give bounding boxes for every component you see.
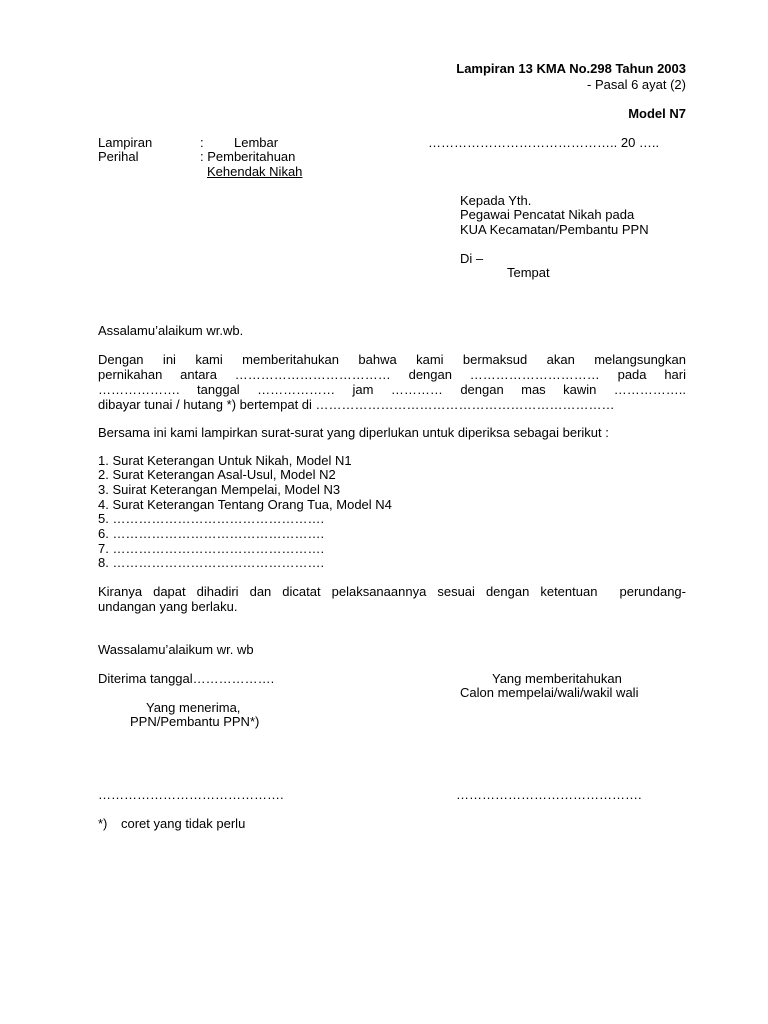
- footnote-text: coret yang tidak perlu: [121, 816, 246, 831]
- lampiran-label: Lampiran: [98, 135, 153, 150]
- footnote-mark: *): [98, 816, 108, 831]
- lampiran-colon: :: [200, 135, 204, 150]
- paragraph-line: Dengan ini kami memberitahukan bahwa kami bermaksud akan melangsungkan: [98, 352, 686, 367]
- attachment-list-item: 8. ………………………………………….: [98, 555, 325, 570]
- attachment-list-item: 5. ………………………………………….: [98, 511, 325, 526]
- receiver-signature-line: …………………………………….: [98, 787, 284, 802]
- recipient-greeting: Kepada Yth.: [460, 193, 532, 208]
- recipient-di: Di –: [460, 251, 484, 266]
- recipient-office: KUA Kecamatan/Pembantu PPN: [460, 222, 649, 237]
- paragraph-line: pernikahan antara ……………………………… dengan ………………………… pada hari: [98, 367, 686, 382]
- attachment-list-item: 2. Surat Keterangan Asal-Usul, Model N2: [98, 467, 336, 482]
- perihal-label: Perihal: [98, 149, 139, 164]
- perihal-value: : Pemberitahuan: [200, 149, 296, 164]
- paragraph-line: Kiranya dapat dihadiri dan dicatat pelaksanaannya sesuai dengan ketentuan perundang-: [98, 584, 686, 599]
- paragraph-line: ………………. tanggal ……………… jam ………… dengan mas kawin ……………..: [98, 382, 686, 397]
- lampiran-value: Lembar: [234, 135, 279, 150]
- attachment-list-item: 7. ………………………………………….: [98, 541, 325, 556]
- attachment-list-item: 6. ………………………………………….: [98, 526, 325, 541]
- attachment-list-item: 4. Surat Keterangan Tentang Orang Tua, Model N4: [98, 497, 392, 512]
- received-date: Diterima tanggal……………….: [98, 671, 275, 686]
- receiver-role: PPN/Pembantu PPN*): [130, 714, 260, 729]
- paragraph-line: undangan yang berlaku.: [98, 599, 238, 614]
- perihal-subject: Kehendak Nikah: [207, 164, 303, 179]
- closing-salutation: Wassalamu’alaikum wr. wb: [98, 642, 254, 657]
- salutation: Assalamu’alaikum wr.wb.: [98, 323, 244, 338]
- recipient-tempat: Tempat: [507, 265, 550, 280]
- recipient-title: Pegawai Pencatat Nikah pada: [460, 207, 635, 222]
- attachment-list-item: 3. Suirat Keterangan Mempelai, Model N3: [98, 482, 341, 497]
- receiver-label: Yang menerima,: [146, 700, 241, 715]
- notifier-signature-line: …………………………………….: [456, 787, 642, 802]
- paragraph-announcement: [98, 352, 686, 397]
- notifier-role: Calon mempelai/wali/wakil wali: [460, 685, 639, 700]
- notifier-label: Yang memberitahukan: [492, 671, 622, 686]
- paragraph-closing-request: [98, 584, 686, 599]
- paragraph-line: dibayar tunai / hutang *) bertempat di ……………………………………………………………: [98, 397, 615, 412]
- model-label: Model N7: [628, 106, 686, 121]
- attachments-intro: Bersama ini kami lampirkan surat-surat yang diperlukan untuk diperiksa sebagai berikut :: [98, 425, 609, 440]
- pasal-reference: - Pasal 6 ayat (2): [587, 77, 686, 92]
- lampiran-reference: Lampiran 13 KMA No.298 Tahun 2003: [456, 61, 686, 76]
- attachment-list-item: 1. Surat Keterangan Untuk Nikah, Model N1: [98, 453, 352, 468]
- date-line: …………………………………….. 20 …..: [428, 135, 660, 150]
